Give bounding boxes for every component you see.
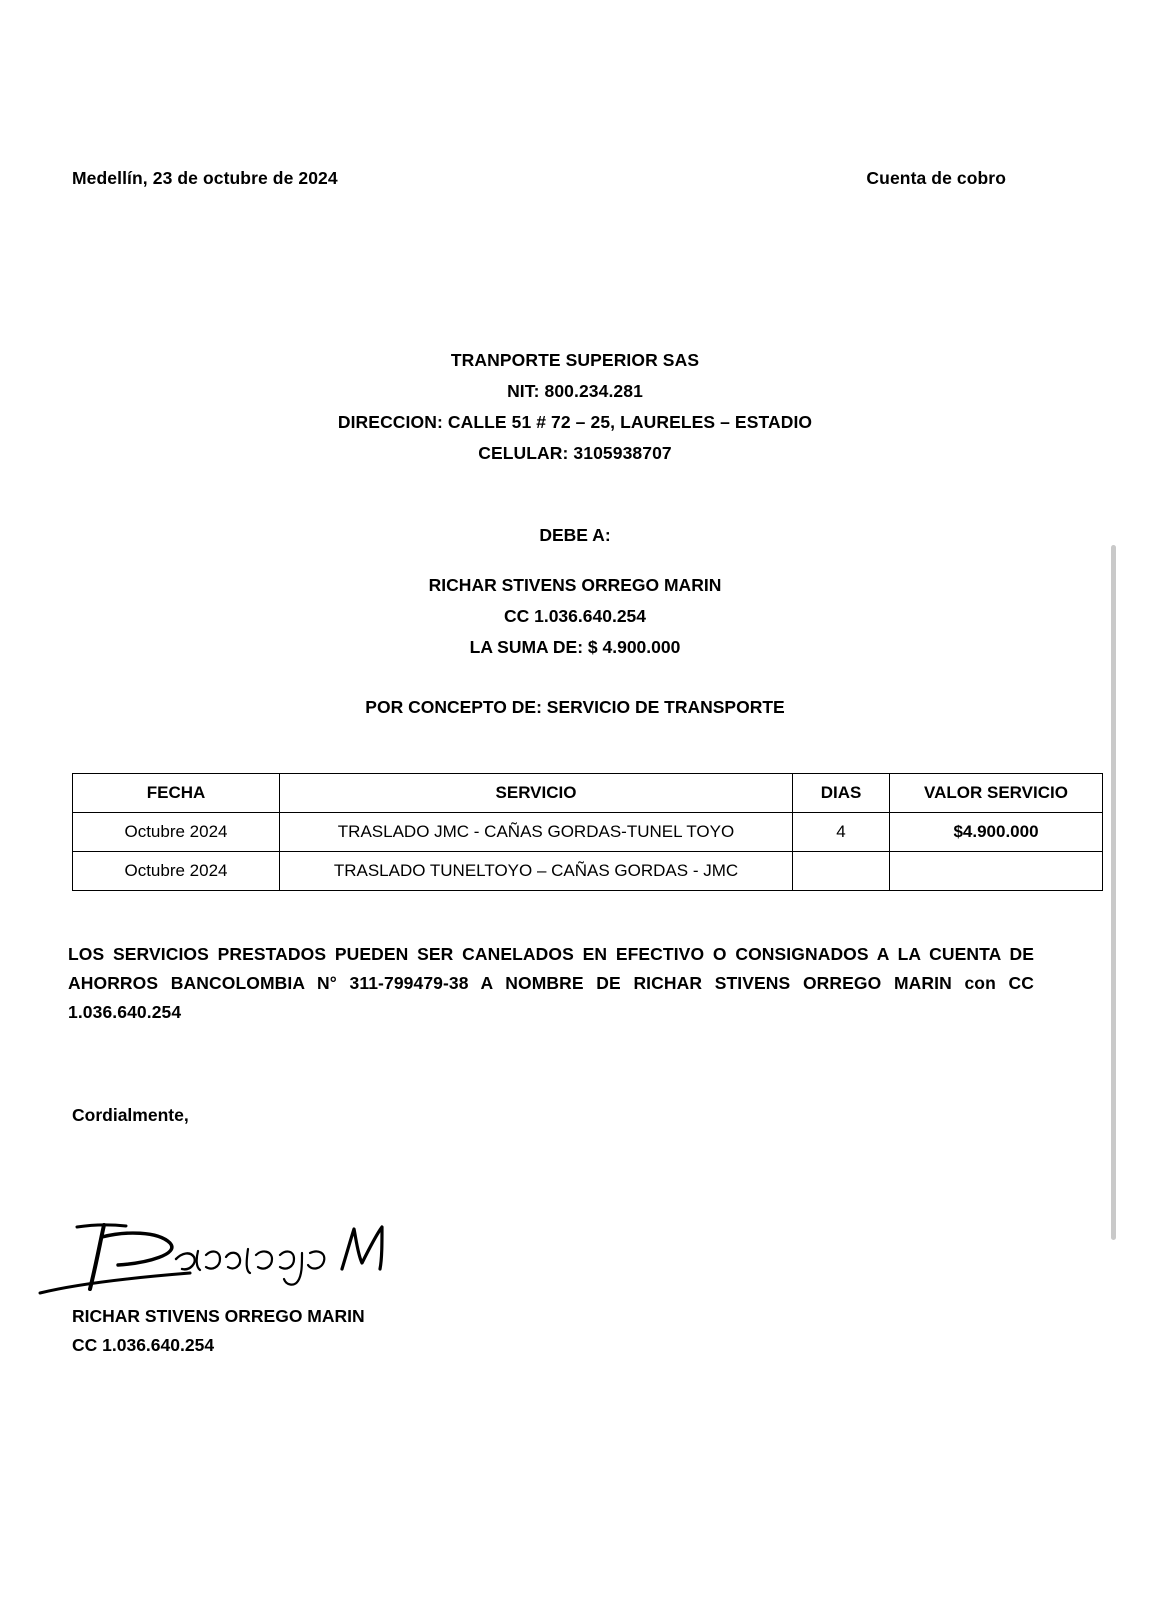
payment-notice: LOS SERVICIOS PRESTADOS PUEDEN SER CANELADOS EN EFECTIVO O CONSIGNADOS A LA CUENTA DE AHORROS BANCOLOMBIA N° 311-799479-38 A NOMBRE DE RICHAR STIVENS ORREGO MARIN con CC 1.036.640.254 bbox=[68, 944, 1034, 1022]
document-type-title: Cuenta de cobro bbox=[866, 168, 1006, 188]
company-address: DIRECCION: CALLE 51 # 72 – 25, LAURELES – ESTADIO bbox=[337, 412, 813, 432]
debtor-section-label bbox=[72, 520, 1078, 551]
debe-a-label: DEBE A: bbox=[539, 525, 611, 545]
company-info bbox=[72, 345, 1078, 469]
table-header-fecha: FECHA bbox=[73, 774, 280, 813]
cell-dias bbox=[793, 852, 890, 891]
debtor-amount: LA SUMA DE: $ 4.900.000 bbox=[469, 637, 681, 657]
company-phone: CELULAR: 3105938707 bbox=[478, 443, 672, 463]
table-row bbox=[73, 813, 1103, 852]
cell-servicio: TRASLADO TUNELTOYO – CAÑAS GORDAS - JMC bbox=[280, 852, 793, 891]
cell-valor: $4.900.000 bbox=[890, 813, 1103, 852]
table-header-servicio: SERVICIO bbox=[280, 774, 793, 813]
place-and-date: Medellín, 23 de octubre de 2024 bbox=[72, 168, 338, 188]
company-nit: NIT: 800.234.281 bbox=[507, 381, 643, 401]
table-header-valor: VALOR SERVICIO bbox=[890, 774, 1103, 813]
table-header-row bbox=[73, 774, 1103, 813]
document-header bbox=[72, 168, 1006, 189]
closing-line: Cordialmente, bbox=[72, 1105, 189, 1125]
signature-cc: CC 1.036.640.254 bbox=[72, 1335, 215, 1355]
cell-fecha: Octubre 2024 bbox=[73, 813, 280, 852]
cell-fecha: Octubre 2024 bbox=[73, 852, 280, 891]
service-table bbox=[72, 773, 1103, 891]
service-table-container bbox=[72, 773, 1068, 891]
table-row bbox=[73, 852, 1103, 891]
debtor-name: RICHAR STIVENS ORREGO MARIN bbox=[428, 575, 722, 595]
debtor-info bbox=[72, 570, 1078, 663]
concept-line: POR CONCEPTO DE: SERVICIO DE TRANSPORTE bbox=[365, 697, 785, 717]
company-name: TRANPORTE SUPERIOR SAS bbox=[450, 350, 700, 370]
cell-dias: 4 bbox=[793, 813, 890, 852]
debtor-cc: CC 1.036.640.254 bbox=[503, 606, 647, 626]
signature-name: RICHAR STIVENS ORREGO MARIN bbox=[72, 1306, 365, 1326]
table-header-dias: DIAS bbox=[793, 774, 890, 813]
cell-servicio: TRASLADO JMC - CAÑAS GORDAS-TUNEL TOYO bbox=[280, 813, 793, 852]
cell-valor bbox=[890, 852, 1103, 891]
scrollbar[interactable] bbox=[1111, 545, 1116, 1240]
signature-image bbox=[30, 1215, 450, 1310]
